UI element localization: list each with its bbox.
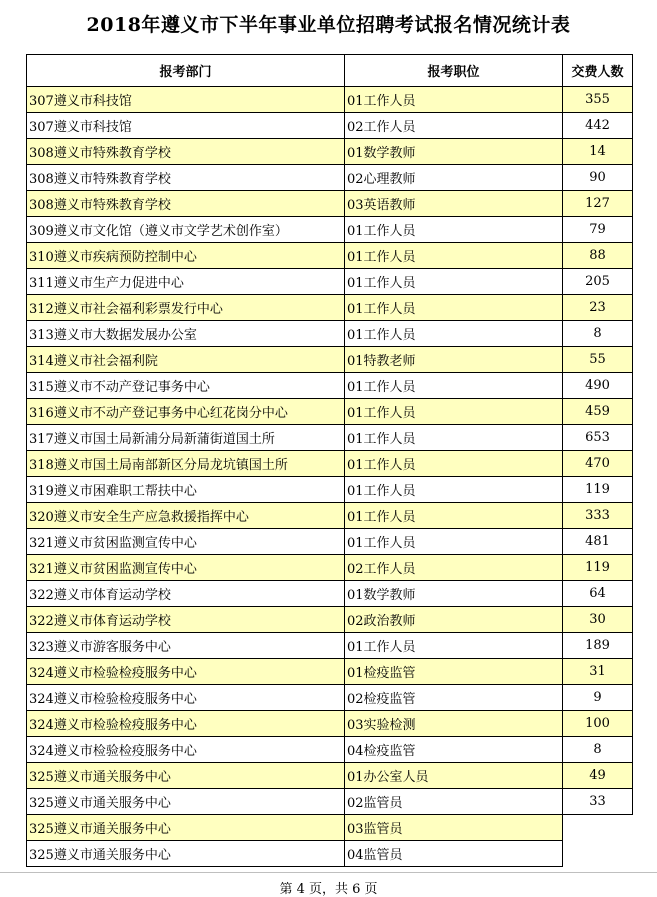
cell-department: 321遵义市贫困监测宣传中心	[27, 529, 345, 555]
table-row	[27, 87, 633, 113]
table-row	[27, 243, 633, 269]
cell-position: 01检疫监管	[345, 659, 563, 685]
cell-department: 307遵义市科技馆	[27, 113, 345, 139]
cell-paid-count: 459	[563, 399, 633, 425]
cell-paid-count: 90	[563, 165, 633, 191]
table-row	[27, 607, 633, 633]
cell-paid-count: 79	[563, 217, 633, 243]
cell-department: 319遵义市困难职工帮扶中心	[27, 477, 345, 503]
table-row	[27, 347, 633, 373]
cell-paid-count: 442	[563, 113, 633, 139]
cell-position: 01工作人员	[345, 217, 563, 243]
cell-department: 325遵义市通关服务中心	[27, 763, 345, 789]
table-body	[27, 87, 633, 867]
cell-paid-count: 8	[563, 737, 633, 763]
table-row	[27, 399, 633, 425]
cell-department: 308遵义市特殊教育学校	[27, 139, 345, 165]
cell-position: 01工作人员	[345, 295, 563, 321]
table-row	[27, 503, 633, 529]
cell-department: 318遵义市国土局南部新区分局龙坑镇国土所	[27, 451, 345, 477]
table-header-row	[27, 55, 633, 87]
cell-position: 01工作人员	[345, 503, 563, 529]
cell-paid-count	[563, 815, 633, 841]
cell-department: 308遵义市特殊教育学校	[27, 165, 345, 191]
cell-paid-count: 31	[563, 659, 633, 685]
cell-position: 01工作人员	[345, 477, 563, 503]
cell-department: 308遵义市特殊教育学校	[27, 191, 345, 217]
cell-paid-count: 490	[563, 373, 633, 399]
cell-position: 01工作人员	[345, 451, 563, 477]
cell-department: 325遵义市通关服务中心	[27, 789, 345, 815]
cell-paid-count: 49	[563, 763, 633, 789]
cell-paid-count: 205	[563, 269, 633, 295]
table-row	[27, 373, 633, 399]
cell-department: 323遵义市游客服务中心	[27, 633, 345, 659]
table-row	[27, 659, 633, 685]
cell-position: 02工作人员	[345, 555, 563, 581]
table-row	[27, 321, 633, 347]
cell-position: 01工作人员	[345, 243, 563, 269]
cell-department: 325遵义市通关服务中心	[27, 841, 345, 867]
page-footer: 第 4 页，共 6 页	[279, 882, 378, 897]
table-row	[27, 191, 633, 217]
table-row	[27, 789, 633, 815]
cell-paid-count: 127	[563, 191, 633, 217]
table-row	[27, 711, 633, 737]
cell-position: 03实验检测	[345, 711, 563, 737]
cell-paid-count: 481	[563, 529, 633, 555]
header-department: 报考部门	[27, 55, 345, 87]
header-paid-count: 交费人数	[563, 55, 633, 87]
cell-position: 02心理教师	[345, 165, 563, 191]
cell-paid-count: 64	[563, 581, 633, 607]
table-row	[27, 425, 633, 451]
cell-department: 309遵义市文化馆（遵义市文学艺术创作室）	[27, 217, 345, 243]
cell-paid-count: 9	[563, 685, 633, 711]
cell-paid-count: 189	[563, 633, 633, 659]
footer-divider	[0, 872, 657, 873]
table-row	[27, 763, 633, 789]
cell-department: 314遵义市社会福利院	[27, 347, 345, 373]
cell-position: 01工作人员	[345, 425, 563, 451]
cell-department: 315遵义市不动产登记事务中心	[27, 373, 345, 399]
cell-department: 322遵义市体育运动学校	[27, 607, 345, 633]
table-row	[27, 555, 633, 581]
cell-department: 324遵义市检验检疫服务中心	[27, 685, 345, 711]
cell-department: 324遵义市检验检疫服务中心	[27, 659, 345, 685]
cell-department: 310遵义市疾病预防控制中心	[27, 243, 345, 269]
cell-paid-count: 355	[563, 87, 633, 113]
cell-position: 01工作人员	[345, 321, 563, 347]
cell-position: 01工作人员	[345, 269, 563, 295]
table-row	[27, 295, 633, 321]
registration-table	[26, 54, 633, 867]
cell-department: 312遵义市社会福利彩票发行中心	[27, 295, 345, 321]
table-row	[27, 581, 633, 607]
cell-position: 01数学教师	[345, 581, 563, 607]
table-row	[27, 685, 633, 711]
cell-position: 01数学教师	[345, 139, 563, 165]
cell-paid-count	[563, 841, 633, 867]
cell-paid-count: 30	[563, 607, 633, 633]
cell-position: 01工作人员	[345, 399, 563, 425]
cell-department: 324遵义市检验检疫服务中心	[27, 711, 345, 737]
cell-position: 02监管员	[345, 789, 563, 815]
cell-department: 325遵义市通关服务中心	[27, 815, 345, 841]
cell-position: 01工作人员	[345, 529, 563, 555]
cell-position: 04检疫监管	[345, 737, 563, 763]
cell-position: 01工作人员	[345, 87, 563, 113]
cell-department: 324遵义市检验检疫服务中心	[27, 737, 345, 763]
cell-department: 322遵义市体育运动学校	[27, 581, 345, 607]
cell-paid-count: 470	[563, 451, 633, 477]
table-row	[27, 139, 633, 165]
cell-position: 04监管员	[345, 841, 563, 867]
cell-paid-count: 8	[563, 321, 633, 347]
table-row	[27, 529, 633, 555]
table-row	[27, 217, 633, 243]
cell-paid-count: 14	[563, 139, 633, 165]
header-position: 报考职位	[345, 55, 563, 87]
cell-department: 311遵义市生产力促进中心	[27, 269, 345, 295]
cell-position: 03监管员	[345, 815, 563, 841]
cell-paid-count: 653	[563, 425, 633, 451]
cell-paid-count: 88	[563, 243, 633, 269]
table-row	[27, 841, 633, 867]
cell-position: 02检疫监管	[345, 685, 563, 711]
table-row	[27, 165, 633, 191]
cell-position: 03英语教师	[345, 191, 563, 217]
cell-paid-count: 119	[563, 477, 633, 503]
page-title: 2018年遵义市下半年事业单位招聘考试报名情况统计表	[86, 14, 571, 36]
cell-department: 321遵义市贫困监测宣传中心	[27, 555, 345, 581]
cell-department: 317遵义市国土局新浦分局新蒲街道国土所	[27, 425, 345, 451]
table-row	[27, 815, 633, 841]
cell-paid-count: 100	[563, 711, 633, 737]
table-row	[27, 477, 633, 503]
cell-position: 02政治教师	[345, 607, 563, 633]
cell-department: 307遵义市科技馆	[27, 87, 345, 113]
cell-paid-count: 119	[563, 555, 633, 581]
cell-position: 01办公室人员	[345, 763, 563, 789]
cell-position: 01工作人员	[345, 633, 563, 659]
cell-position: 02工作人员	[345, 113, 563, 139]
cell-department: 320遵义市安全生产应急救援指挥中心	[27, 503, 345, 529]
cell-paid-count: 33	[563, 789, 633, 815]
cell-position: 01工作人员	[345, 373, 563, 399]
table-row	[27, 633, 633, 659]
cell-paid-count: 55	[563, 347, 633, 373]
table-row	[27, 451, 633, 477]
table-row	[27, 269, 633, 295]
cell-department: 313遵义市大数据发展办公室	[27, 321, 345, 347]
cell-paid-count: 333	[563, 503, 633, 529]
table-row	[27, 113, 633, 139]
cell-paid-count: 23	[563, 295, 633, 321]
table-row	[27, 737, 633, 763]
cell-department: 316遵义市不动产登记事务中心红花岗分中心	[27, 399, 345, 425]
cell-position: 01特教老师	[345, 347, 563, 373]
